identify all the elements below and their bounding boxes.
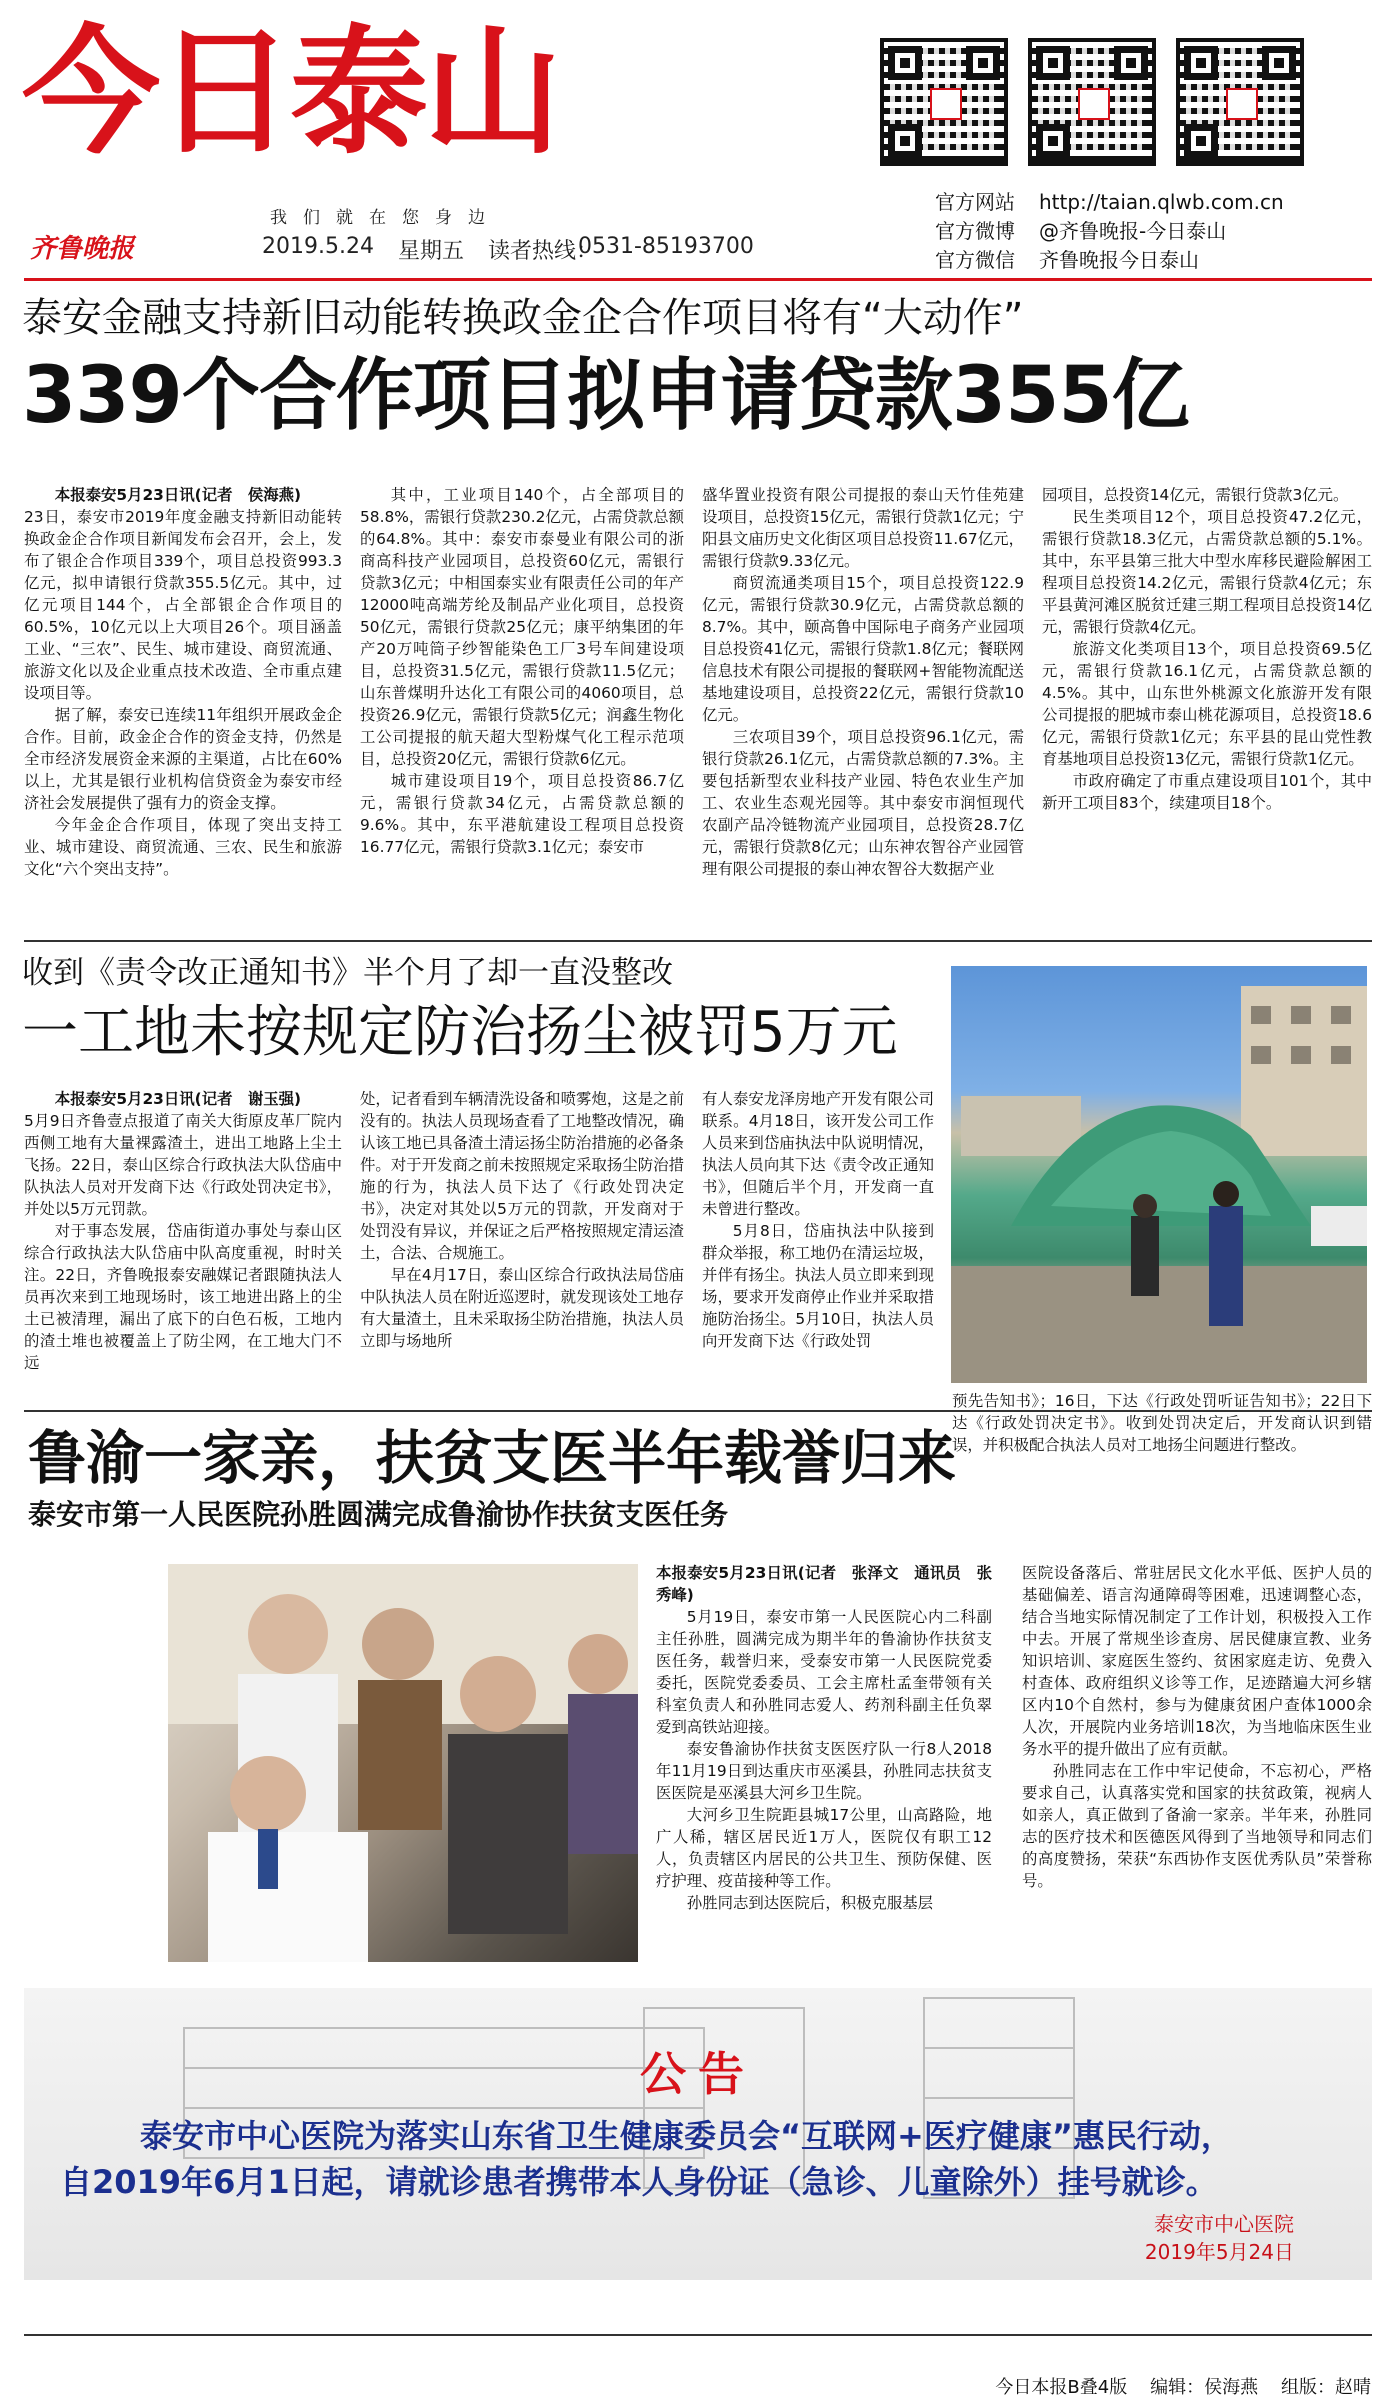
issue-date: 2019.5.24: [262, 234, 374, 259]
story1-column-3: [702, 484, 1024, 880]
motto: 我们就在您身边: [270, 208, 501, 228]
paragraph: 据了解，泰安已连续11年组织开展政金企合作。目前，政金企合作的资金支持，仍然是全市经济发展资金来源的主渠道，占比在60%以上，尤其是银行业机构信贷资金为泰安市经济社会发展提供了强有力的资金支撑。: [24, 706, 342, 812]
construction-site-photo: [951, 966, 1367, 1383]
info-row-weibo: [935, 217, 1226, 246]
layout-credit: 组版：赵晴: [1281, 2377, 1371, 2395]
paragraph: 5月8日，岱庙执法中队接到群众举报，称工地仍在清运垃圾，并伴有扬尘。执法人员立即来到现场，要求开发商停止作业并采取措施防治扬尘。5月10日，执法人员向开发商下达《行政处罚: [702, 1222, 934, 1350]
doctor-consultation-photo: [168, 1564, 638, 1962]
qr-code-2: [1028, 38, 1156, 166]
story2-subhead: 收到《责令改正通知书》半个月了却一直没整改: [22, 955, 673, 991]
info-row-wechat: [935, 246, 1199, 275]
paragraph: 园项目，总投资14亿元，需银行贷款3亿元。: [1042, 486, 1349, 504]
qr-code-1: [880, 38, 1008, 166]
story1-column-2: [360, 484, 684, 858]
qr-code-3: [1176, 38, 1304, 166]
info-key: 官方网站: [935, 190, 1015, 214]
paragraph: 有人泰安龙泽房地产开发有限公司联系。4月18日，该开发公司工作人员来到岱庙执法中队说明情况，执法人员向其下达《责令改正通知书》，但随后半个月，开发商一直未曾进行整改。: [702, 1090, 934, 1218]
paragraph: 市政府确定了市重点建设项目101个，其中新开工项目83个，续建项目18个。: [1042, 772, 1372, 812]
paragraph: 孙胜同志到达医院后，积极克服基层: [686, 1894, 934, 1912]
notice-signature: [1145, 2210, 1294, 2266]
paragraph: 今年金企合作项目，体现了突出支持工业、城市建设、商贸流通、三农、民生和旅游文化“六个突出支持”。: [24, 816, 342, 878]
footer-divider: [24, 2334, 1372, 2336]
story1-column-1: [24, 484, 342, 880]
paragraph: 民生类项目12个，项目总投资47.2亿元，需银行贷款18.3亿元，占需贷款总额的5.1%。其中，东平县第三批大中型水库移民避险解困工程项目总投资14.2亿元，需银行贷款4亿元；东平县黄河滩区脱贫迁建三期工程项目总投资14亿元，需银行贷款4亿元。: [1042, 508, 1372, 636]
hotline-label: 读者热线：: [488, 239, 599, 264]
notice-line-2: 自2019年6月1日起，请就诊患者携带本人身份证（急诊、儿童除外）挂号就诊。: [60, 2163, 1218, 2201]
paragraph: 5月19日，泰安市第一人民医院心内二科副主任孙胜，圆满完成为期半年的鲁渝协作扶贫支医任务，载誉归来，受泰安市第一人民医院党委委托，医院党委委员、工会主席杜孟奎带领有关科室负责人和孙胜同志爱人、药剂科副主任负翠爱到高铁站迎接。: [656, 1608, 992, 1736]
story1-byline: 本报泰安5月23日讯(记者 侯海燕): [54, 486, 302, 504]
section-divider: [24, 940, 1372, 942]
story2-byline: 本报泰安5月23日讯(记者 谢玉强): [54, 1090, 302, 1108]
newspaper-logo: 今日泰山: [22, 12, 559, 173]
paragraph: 预先告知书》；16日，下达《行政处罚听证告知书》；22日下达《行政处罚决定书》。收到处罚决定后，开发商认识到错误，并积极配合执法人员对工地扬尘问题进行整改。: [952, 1392, 1372, 1454]
issue-weekday: 星期五: [398, 239, 465, 264]
story2-column-3: [702, 1088, 934, 1352]
paragraph: 其中，工业项目140个，占全部项目的58.8%，需银行贷款230.2亿元，占需贷款总额的64.8%。其中：泰安市泰曼业有限公司的浙商高科技产业园项目，总投资60亿元，需银行贷款3亿元；中相国泰实业有限责任公司的年产12000吨高端芳纶及制品产业化项目，总投资50亿元，需银行贷款25亿元；康平纳集团的年产20万吨筒子纱智能染色工厂3号车间建设项目，总投资31.5亿元，需银行贷款11.5亿元；山东普煤明升达化工有限公司的4060项目，总投资26.9亿元，需银行贷款5亿元；润鑫生物化工公司提报的航天超大型粉煤气化工程示范项目，总投资20亿元，需银行贷款6亿元。: [360, 486, 684, 768]
story3-column-1: [656, 1562, 992, 1914]
paragraph: 旅游文化类项目13个，项目总投资69.5亿元，需银行贷款16.1亿元，占需贷款总额的4.5%。其中，山东世外桃源文化旅游开发有限公司提报的肥城市泰山桃花源项目，总投资18.6亿元，需银行贷款1亿元；东平县的昆山党性教育基地项目总投资13亿元，需银行贷款1亿元。: [1042, 640, 1372, 768]
story3-subhead: 泰安市第一人民医院孙胜圆满完成鲁渝协作扶贫支医任务: [28, 1498, 729, 1531]
paragraph: 泰安鲁渝协作扶贫支医医疗队一行8人2018年11月19日到达重庆市巫溪县，孙胜同志扶贫支医医院是巫溪县大河乡卫生院。: [656, 1740, 992, 1802]
paragraph: 三农项目39个，项目总投资96.1亿元，需银行贷款26.1亿元，占需贷款总额的7.3%。主要包括新型农业科技产业园、特色农业生产加工、农业生态观光园等。其中泰安市润恒现代农副产品冷链物流产业园项目，总投资28.7亿元，需银行贷款8亿元；山东神农智谷产业园管理有限公司提报的泰山神农智谷大数据产业: [702, 728, 1024, 878]
story2-column-1: [24, 1088, 342, 1374]
hotline-number: 0531-85193700: [578, 234, 754, 259]
editor-credit: 编辑：侯海燕: [1150, 2377, 1259, 2395]
section-divider: [24, 1410, 1372, 1412]
notice-date: 2019年5月24日: [1144, 2240, 1294, 2264]
story2-column-4: [952, 1390, 1372, 1456]
story2-headline: 一工地未按规定防治扬尘被罚5万元: [22, 1000, 898, 1065]
story3-byline: 本报泰安5月23日讯(记者 张泽文 通讯员 张秀峰): [656, 1564, 992, 1604]
notice-signer: 泰安市中心医院: [1154, 2212, 1294, 2236]
paragraph: 5月9日齐鲁壹点报道了南关大街原皮革厂院内西侧工地有大量裸露渣土，进出工地路上尘土飞扬。22日，泰山区综合行政执法大队岱庙中队执法人员对开发商下达《行政处罚决定书》，并处以5万元罚款。: [24, 1112, 342, 1218]
story3-headline: 鲁渝一家亲，扶贫支医半年载誉归来: [28, 1424, 957, 1492]
construction-site-illustration: [951, 966, 1367, 1383]
paragraph: 23日，泰安市2019年度金融支持新旧动能转换政金企合作项目新闻发布会召开，会上，发布了银企合作项目339个，项目总投资993.3亿元，拟申请银行贷款355.5亿元。其中，过亿元项目144个，占全部银企合作项目的60.5%，10亿元以上大项目26个。项目涵盖工业、“三农”、民生、城市建设、商贸流通、旅游文化以及企业重点技术改造、全市重点建设项目等。: [24, 508, 342, 702]
edition-label: 今日本报B叠4版: [995, 2377, 1128, 2395]
notice-line-1: 泰安市中心医院为落实山东省卫生健康委员会“互联网+医疗健康”惠民行动，: [140, 2117, 1233, 2155]
paragraph: 早在4月17日，泰山区综合行政执法局岱庙中队执法人员在附近巡逻时，就发现该处工地存有大量渣土，且未采取扬尘防治措施，执法人员立即与场地所: [360, 1266, 684, 1350]
paragraph: 处，记者看到车辆清洗设备和喷雾炮，这是之前没有的。执法人员现场查看了工地整改情况，确认该工地已具备渣土清运扬尘防治措施的必备条件。对于开发商之前未按照规定采取扬尘防治措施的行为，执法人员下达了《行政处罚决定书》，决定对其处以5万元的罚款，开发商对于处罚没有异议，并保证之后严格按照规定清运渣土，合法、合规施工。: [360, 1090, 684, 1262]
paragraph: 商贸流通类项目15个，项目总投资122.9亿元，需银行贷款30.9亿元，占需贷款总额的8.7%。其中，颐高鲁中国际电子商务产业园项目总投资41亿元，需银行贷款1.8亿元；餐联网信息技术有限公司提报的餐联网+智能物流配送基地建设项目，总投资22亿元，需银行贷款10亿元。: [702, 574, 1024, 724]
paragraph: 盛华置业投资有限公司提报的泰山天竹佳苑建设项目，总投资15亿元，需银行贷款1亿元；宁阳县文庙历史文化街区项目总投资11.67亿元，需银行贷款9.33亿元。: [702, 486, 1024, 570]
paragraph: 医院设备落后、常驻居民文化水平低、医护人员的基础偏差、语言沟通障碍等困难，迅速调整心态，结合当地实际情况制定了工作计划，积极投入工作中去。开展了常规坐诊查房、居民健康宣教、业务知识培训、家庭医生签约、贫困家庭走访、免费入村查体、政府组织义诊等工作，足迹踏遍大河乡辖区内10个自然村，参与为健康贫困户查体1000余人次，开展院内业务培训18次，为当地临床医生业务水平的提升做出了应有贡献。: [1022, 1564, 1372, 1758]
story1-subhead: 泰安金融支持新旧动能转换政金企合作项目将有“大动作”: [22, 295, 1024, 341]
info-value: 齐鲁晚报今日泰山: [1039, 248, 1199, 272]
notice-title: 公告: [640, 2047, 756, 2101]
info-key: 官方微博: [935, 219, 1015, 243]
paragraph: 城市建设项目19个，项目总投资86.7亿元，需银行贷款34亿元，占需贷款总额的9.6%。其中，东平港航建设工程项目总投资16.77亿元，需银行贷款3.1亿元；泰安市: [360, 772, 684, 856]
hospital-notice: [24, 1988, 1372, 2280]
paragraph: 大河乡卫生院距县城17公里，山高路险，地广人稀，辖区居民近1万人，医院仅有职工12人，负责辖区内居民的公共卫生、预防保健、医疗护理、疫苗接种等工作。: [656, 1806, 992, 1890]
story1-column-4: [1042, 484, 1372, 814]
masthead-divider: [24, 278, 1372, 281]
story3-column-2: [1022, 1562, 1372, 1892]
footer-credits: [984, 2352, 1371, 2395]
website-link[interactable]: http://taian.qlwb.com.cn: [1039, 190, 1284, 214]
story2-column-2: [360, 1088, 684, 1352]
paragraph: 孙胜同志在工作中牢记使命，不忘初心，严格要求自己，认真落实党和国家的扶贫政策，视病人如亲人，真正做到了备渝一家亲。半年来，孙胜同志的医疗技术和医德医风得到了当地领导和同志们的高度赞扬，荣获“东西协作支医优秀队员”荣誉称号。: [1022, 1762, 1372, 1890]
info-value: @齐鲁晚报-今日泰山: [1039, 219, 1227, 243]
paragraph: 对于事态发展，岱庙街道办事处与泰山区综合行政执法大队岱庙中队高度重视，时时关注。22日，齐鲁晚报泰安融媒记者跟随执法人员再次来到工地现场时，该工地进出路上的尘土已被清理，漏出了底下的白色石板，工地内的渣土堆也被覆盖上了防尘网，在工地大门不远: [24, 1222, 342, 1372]
info-key: 官方微信: [935, 248, 1015, 272]
doctor-consultation-illustration: [168, 1564, 638, 1962]
info-row-website: [935, 188, 1284, 217]
story1-headline: 339个合作项目拟申请贷款355亿: [22, 351, 1189, 441]
publication-name: 齐鲁晚报: [30, 234, 135, 264]
